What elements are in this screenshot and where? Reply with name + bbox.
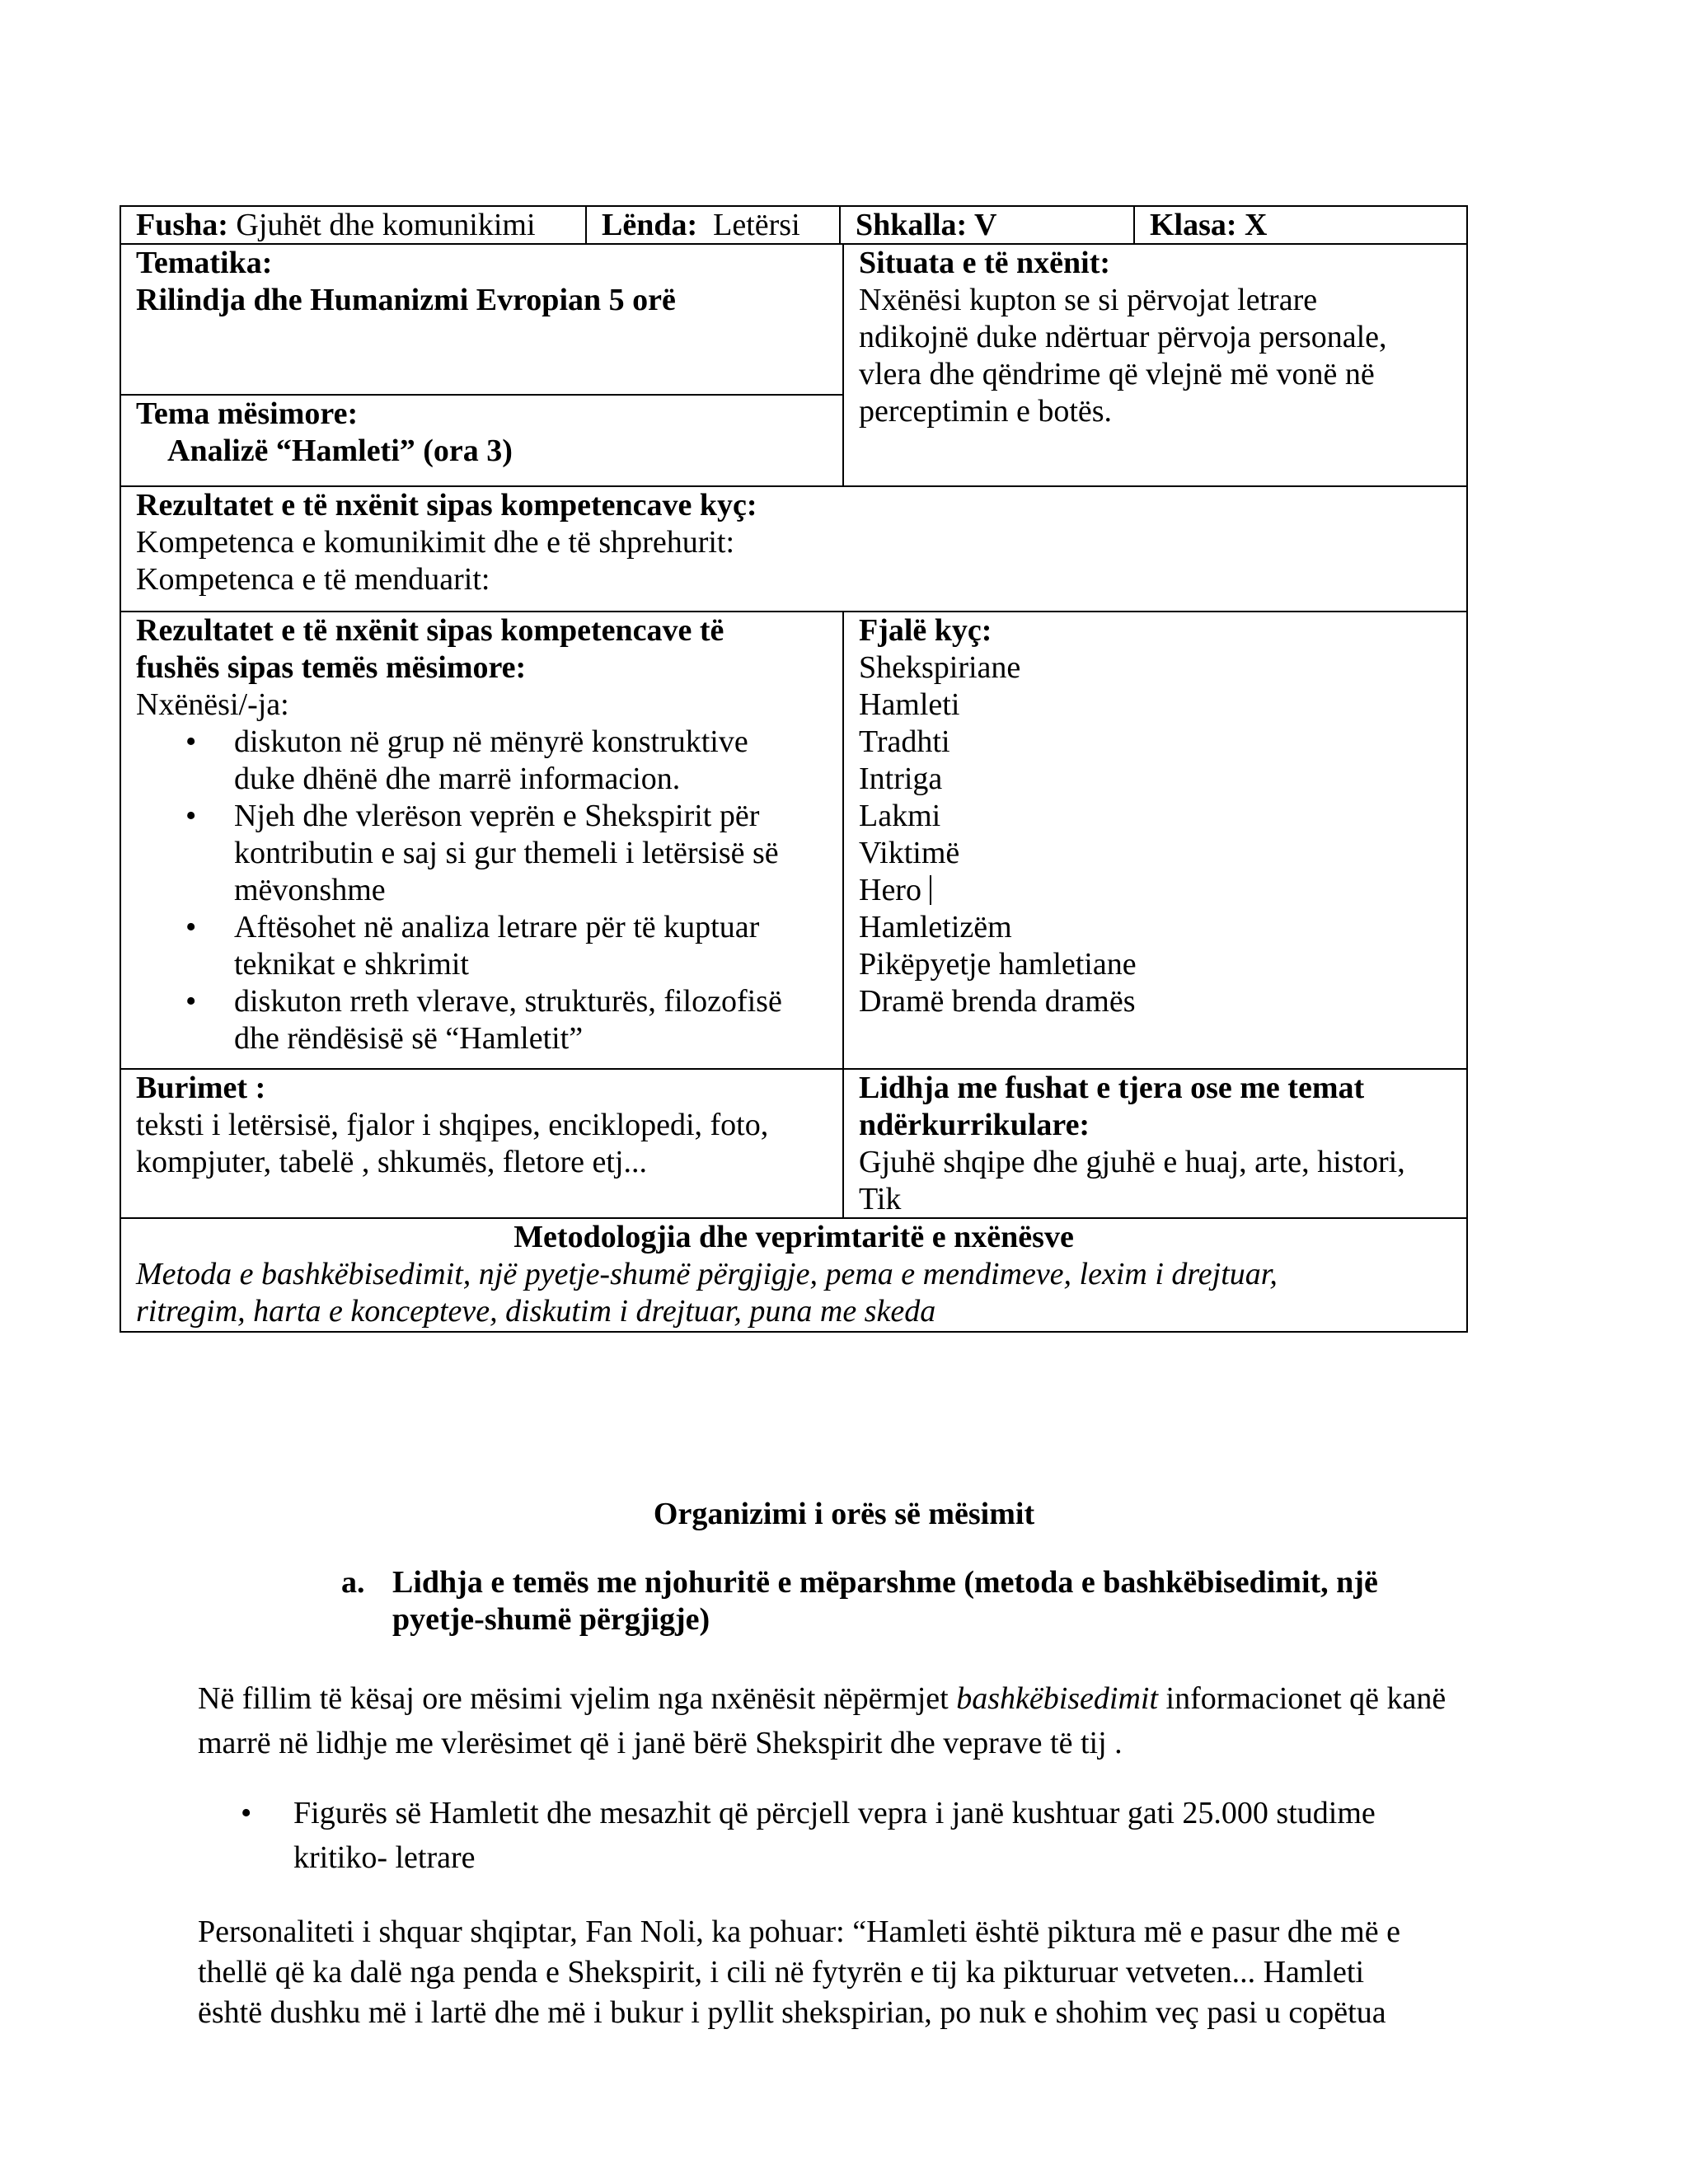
quote-line: Personaliteti i shquar shqiptar, Fan Noli, ka pohuar: “Hamleti është piktura më e pasur dhe më e: [198, 1915, 1400, 1949]
keyword-item: Intriga: [859, 762, 943, 796]
keywords-list: [859, 649, 1451, 1020]
lidhja-line: Gjuhë shqipe dhe gjuhë e huaj, arte, histori,: [859, 1145, 1405, 1179]
noli-quote-paragraph: [198, 1912, 1467, 2033]
tema-label: Tema mësimore:: [136, 396, 359, 431]
outcome-line: teknikat e shkrimit: [234, 947, 469, 982]
outcome-item: [136, 724, 828, 798]
intro-text-a: Në fillim të kësaj ore mësimi vjelim nga nxënësit nëpërmjet: [198, 1681, 957, 1716]
keyword-item: Dramë brenda dramës: [859, 984, 1136, 1019]
outcome-item: [136, 909, 828, 983]
outcome-line: • diskuton rreth vlerave, strukturës, filozofisë: [234, 984, 782, 1019]
metodologjia-label: Metodologjia dhe veprimtaritë e nxënësve: [513, 1220, 1074, 1254]
section-title: Organizimi i orës së mësimit: [653, 1497, 1035, 1531]
keyword-item: Hamleti: [859, 687, 960, 722]
shkalla-cell: Shkalla: V: [839, 207, 1133, 243]
subpoint-a: [341, 1564, 1437, 1638]
keyword-item-hero: [859, 872, 1451, 909]
situata-line: perceptimin e botës.: [859, 394, 1113, 429]
kyc-item: Kompetenca e të menduarit:: [136, 562, 490, 597]
quote-line: thellë që ka dalë nga penda e Shekspirit, i cili në fytyrën e tij ka pikturuar vetveten... Hamleti: [198, 1955, 1365, 1990]
intro-paragraph: [198, 1676, 1467, 1765]
tematika-cell: [121, 245, 842, 396]
keyword-text: Hero: [859, 873, 921, 907]
burimet-row: [120, 1070, 1468, 1219]
kompetencat-kyc-cell: [121, 487, 1466, 611]
rezultatet-fushe-cell: [121, 612, 842, 1068]
keyword-item: Shekspiriane: [859, 650, 1021, 685]
burimet-label: Burimet :: [136, 1071, 266, 1105]
situata-line: ndikojnë duke ndërtuar përvoja personale,: [859, 320, 1387, 354]
hamlet-studies-bullet: [241, 1791, 1452, 1880]
keywords-label: Fjalë kyç:: [859, 613, 992, 648]
lenda-value: Letërsi: [697, 208, 800, 242]
lidhja-cell: [842, 1070, 1466, 1217]
metodologjia-line: Metoda e bashkëbisedimit, një pyetje-shumë përgjigje, pema e mendimeve, lexim i drejtuar,: [136, 1257, 1278, 1291]
keyword-item: Lakmi: [859, 799, 941, 833]
keyword-item: Tradhti: [859, 724, 950, 759]
lidhja-label: ndërkurrikulare:: [859, 1108, 1090, 1142]
lidhja-label: Lidhja me fushat e tjera ose me temat: [859, 1071, 1365, 1105]
rezultatet-fushe-row: [120, 612, 1468, 1070]
lesson-plan-table: [120, 205, 1468, 1333]
fushe-label: fushës sipas temës mësimore:: [136, 650, 527, 685]
keyword-item: Hamletizëm: [859, 910, 1012, 944]
bullet-text: Figurës së Hamletit dhe mesazhit që përcjell vepra i janë kushtuar gati 25.000 studime kritiko- letrare: [293, 1796, 1376, 1875]
lenda-cell: [585, 207, 839, 243]
quote-line: është dushku më i lartë dhe më i bukur i pyllit shekspirian, po nuk e shohim veç pasi u copëtua: [198, 1995, 1386, 2030]
text-cursor: [930, 875, 931, 905]
outcome-item: [136, 798, 828, 909]
fushe-label: Rezultatet e të nxënit sipas kompetencave të: [136, 613, 724, 648]
metodologjia-line: ritregim, harta e koncepteve, diskutim i drejtuar, puna me skeda: [136, 1294, 936, 1329]
tematika-column: [121, 245, 842, 485]
keyword-item: Viktimë: [859, 836, 960, 870]
fushe-intro: Nxënësi/-ja:: [136, 687, 289, 722]
outcome-line: dhe rëndësisë së “Hamletit”: [234, 1021, 584, 1056]
outcome-line: • Njeh dhe vlerëson veprën e Shekspirit për: [234, 799, 760, 833]
situata-line: Nxënësi kupton se si përvojat letrare: [859, 283, 1318, 317]
subpoint-marker: a.: [341, 1565, 365, 1600]
kompetencat-kyc-row: [120, 487, 1468, 612]
outcome-line: kontributin e saj si gur themeli i letërsisë së: [234, 836, 779, 870]
keywords-cell: [842, 612, 1466, 1068]
fusha-label: Fusha:: [136, 208, 228, 242]
outcomes-list: [136, 724, 828, 1057]
burimet-cell: [121, 1070, 842, 1217]
lenda-label: Lënda:: [602, 208, 698, 242]
intro-text-b: informacionet që kanë marrë në lidhje me vlerësimet që i janë bërë Shekspirit dhe veprave të tij .: [198, 1681, 1447, 1760]
situata-line: vlera dhe qëndrime që vlejnë më vonë në: [859, 357, 1375, 391]
outcome-item: [136, 983, 828, 1057]
intro-emphasis: bashkëbisedimit: [956, 1681, 1159, 1716]
klasa-cell: Klasa: X: [1133, 207, 1466, 243]
kyc-label: Rezultatet e të nxënit sipas kompetencave kyç:: [136, 488, 757, 523]
outcome-line: mëvonshme: [234, 873, 386, 907]
tematika-label: Tematika:: [136, 246, 273, 280]
situata-label: Situata e të nxënit:: [859, 246, 1111, 280]
tema-cell: [121, 396, 842, 470]
kyc-item: Kompetenca e komunikimit dhe e të shprehurit:: [136, 525, 735, 560]
lidhja-line: Tik: [859, 1182, 902, 1216]
subpoint-text: Lidhja e temës me njohuritë e mëparshme (metoda e bashkëbisedimit, një pyetje-shumë përgjigje): [392, 1565, 1378, 1637]
tema-value: Analizë “Hamleti” (ora 3): [167, 434, 513, 468]
fusha-cell: [121, 207, 585, 243]
tematika-row: [120, 245, 1468, 487]
burimet-line: teksti i letërsisë, fjalor i shqipes, enciklopedi, foto,: [136, 1108, 769, 1142]
header-row: [120, 205, 1468, 245]
burimet-line: kompjuter, tabelë , shkumës, fletore etj...: [136, 1145, 648, 1179]
fusha-value: Gjuhët dhe komunikimi: [227, 208, 536, 242]
outcome-line: • diskuton në grup në mënyrë konstruktive: [234, 724, 748, 759]
keyword-item: Pikëpyetje hamletiane: [859, 947, 1137, 982]
bullet-dot: •: [241, 1796, 252, 1830]
metodologjia-row: [120, 1219, 1468, 1333]
outcome-line: duke dhënë dhe marrë informacion.: [234, 762, 681, 796]
metodologjia-cell: [121, 1219, 1466, 1331]
outcome-line: • Aftësohet në analiza letrare për të kuptuar: [234, 910, 760, 944]
tematika-value: Rilindja dhe Humanizmi Evropian 5 orë: [136, 283, 676, 317]
situata-cell: [842, 245, 1466, 485]
